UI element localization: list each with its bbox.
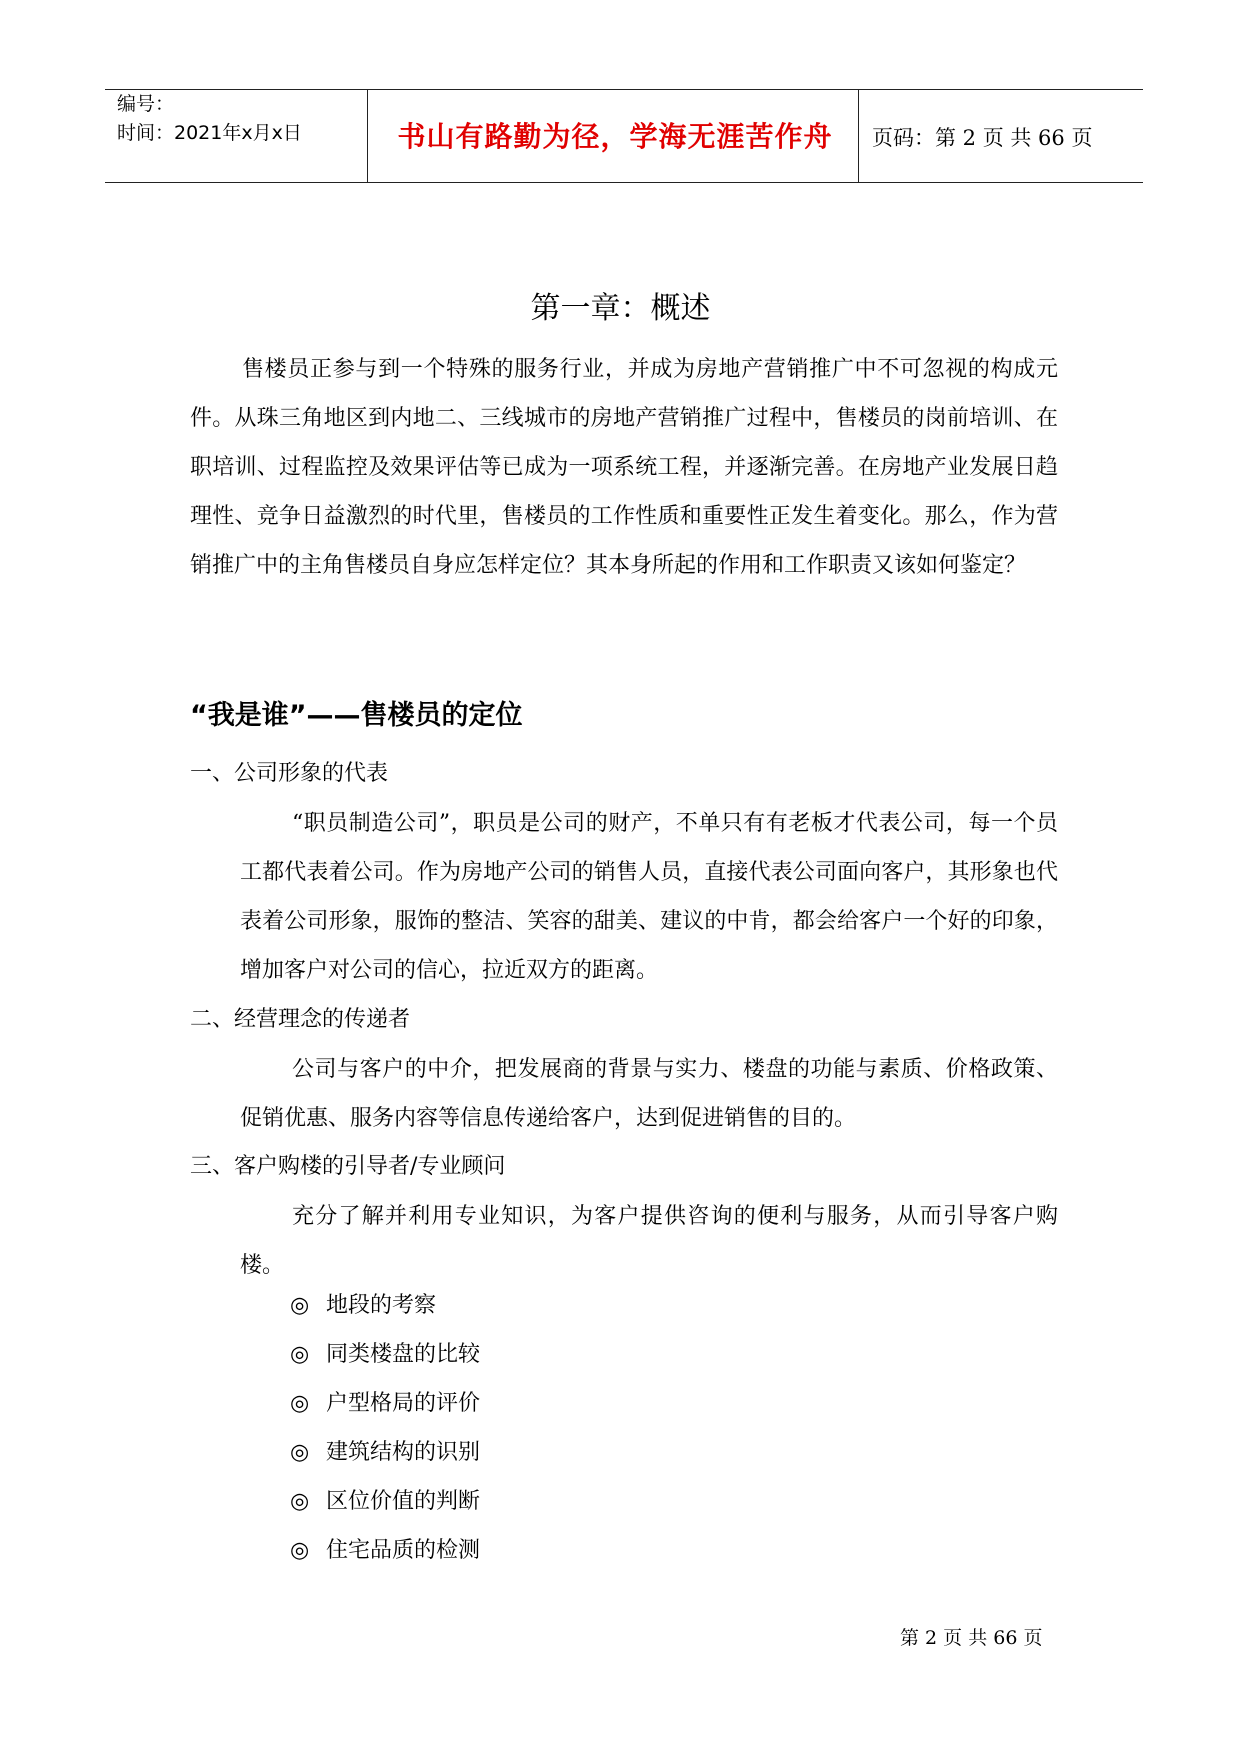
bullet-text: 住宅品质的检测 [326, 1538, 481, 1563]
item-body-consultant: 充分了解并利用专业知识，为客户提供咨询的便利与服务，从而引导客户购楼。 [240, 1204, 1058, 1278]
bullet-text: 地段的考察 [326, 1293, 437, 1318]
item-title-philosophy: 二、经营理念的传递者 [190, 1007, 411, 1032]
bullet-symbol: ◎ [290, 1342, 310, 1367]
bullet-symbol: ◎ [290, 1391, 310, 1416]
header-bottom-rule [105, 182, 1143, 183]
bullet-text: 户型格局的评价 [326, 1391, 481, 1416]
bullet-text: 同类楼盘的比较 [326, 1342, 481, 1367]
header-page-info: 页码：第 2 页 共 66 页 [872, 126, 1093, 150]
chapter-intro-paragraph: 售楼员正参与到一个特殊的服务行业，并成为房地产营销推广中不可忽视的构成元件。从珠三角地区到内地二、三线城市的房地产营销推广过程中，售楼员的岗前培训、在职培训、过程监控及效果评估等已成为一项系统工程，并逐渐完善。在房地产业发展日趋理性、竞争日益激烈的时代里，售楼员的工作性质和重要性正发生着变化。那么，作为营销推广中的主角售楼员自身应怎样定位？其本身所起的作用和工作职责又该如何鉴定？ [190, 357, 1058, 578]
header-top-rule [105, 89, 1143, 90]
bullet-item [290, 1484, 480, 1520]
footer-page-number: 第 2 页 共 66 页 [900, 1627, 1043, 1649]
bullet-item [290, 1435, 480, 1471]
header-motto: 书山有路勤为径，学海无涯苦作舟 [397, 120, 833, 153]
bullet-text: 建筑结构的识别 [326, 1440, 481, 1465]
bullet-text: 区位价值的判断 [326, 1489, 481, 1514]
bullet-item [290, 1386, 480, 1422]
serial-label: 编号： [117, 93, 175, 115]
bullet-symbol: ◎ [290, 1440, 310, 1465]
bullet-item [290, 1337, 480, 1373]
header-divider-right [858, 90, 859, 183]
bullet-symbol: ◎ [290, 1538, 310, 1563]
date-label: 时间：2021年x月x日 [117, 122, 302, 144]
item-body-company-image: “职员制造公司”，职员是公司的财产，不单只有有老板才代表公司，每一个员工都代表着公司。作为房地产公司的销售人员，直接代表公司面向客户，其形象也代表着公司形象，服饰的整洁、笑容的甜美、建议的中肯，都会给客户一个好的印象，增加客户对公司的信心，拉近双方的距离。 [240, 811, 1058, 983]
item-title-company-image: 一、公司形象的代表 [190, 761, 389, 786]
bullet-symbol: ◎ [290, 1293, 310, 1318]
header-divider-left [367, 90, 368, 183]
section-title: “我是谁”——售楼员的定位 [190, 700, 523, 731]
item-title-consultant: 三、客户购楼的引导者/专业顾问 [190, 1154, 506, 1179]
item-body-philosophy: 公司与客户的中介，把发展商的背景与实力、楼盘的功能与素质、价格政策、促销优惠、服务内容等信息传递给客户，达到促进销售的目的。 [240, 1057, 1058, 1131]
bullet-symbol: ◎ [290, 1489, 310, 1514]
chapter-title: 第一章：概述 [530, 291, 711, 326]
bullet-item [290, 1533, 480, 1569]
bullet-item [290, 1288, 436, 1324]
